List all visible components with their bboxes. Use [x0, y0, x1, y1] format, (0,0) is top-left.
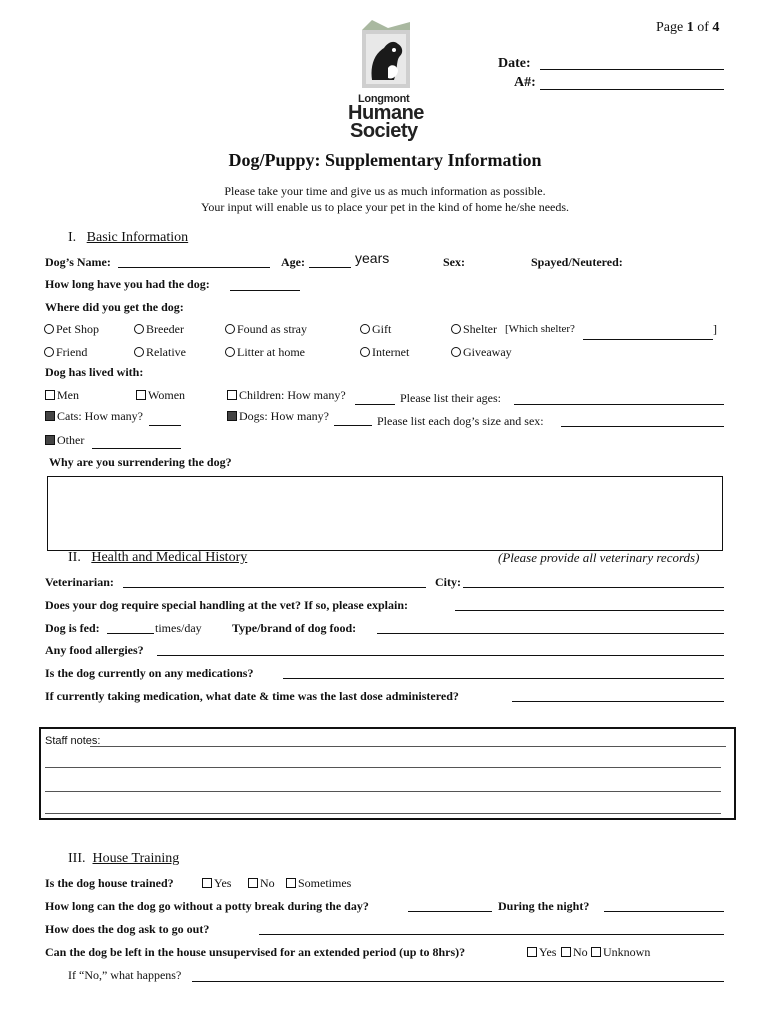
- staff-notes-line[interactable]: [45, 813, 721, 814]
- checkbox-icon[interactable]: [45, 411, 55, 421]
- checkbox-icon[interactable]: [227, 411, 237, 421]
- checkbox-label: Cats: How many?: [57, 409, 143, 423]
- last-dose-label: If currently taking medication, what date & time was the last dose administered?: [45, 689, 459, 703]
- staff-notes-line[interactable]: [45, 767, 721, 768]
- source-litter-at-home[interactable]: [225, 345, 305, 360]
- dog-fed-label: Dog is fed:: [45, 621, 100, 635]
- radio-icon[interactable]: [44, 324, 54, 334]
- staff-notes-label: Staff notes:: [45, 735, 101, 747]
- potty-break-label: How long can the dog go without a potty break during the day?: [45, 899, 369, 913]
- list-ages-label: Please list their ages:: [400, 391, 501, 405]
- children-count-field[interactable]: [355, 391, 395, 405]
- radio-icon[interactable]: [360, 347, 370, 357]
- radio-icon[interactable]: [451, 347, 461, 357]
- special-handling-label: Does your dog require special handling at the vet? If so, please explain:: [45, 598, 409, 612]
- food-type-field[interactable]: [377, 620, 724, 634]
- why-surrender-textarea[interactable]: [47, 476, 723, 551]
- house-trained-sometimes[interactable]: [286, 876, 351, 891]
- checkbox-icon[interactable]: [561, 947, 571, 957]
- checkbox-label: No: [260, 876, 275, 890]
- lived-with-men[interactable]: [45, 388, 79, 403]
- date-label: Date:: [498, 56, 531, 71]
- veterinarian-label: Veterinarian:: [45, 575, 114, 589]
- section-3-num: III.: [68, 851, 86, 866]
- page-of: of: [693, 20, 713, 35]
- lived-with-children[interactable]: [227, 388, 346, 403]
- checkbox-icon[interactable]: [227, 390, 237, 400]
- source-label: Internet: [372, 345, 410, 359]
- source-relative[interactable]: [134, 345, 186, 360]
- radio-icon[interactable]: [225, 324, 235, 334]
- cats-count-field[interactable]: [149, 412, 181, 426]
- lived-with-label: Dog has lived with:: [45, 365, 144, 379]
- page-number: [656, 20, 719, 36]
- source-label: Pet Shop: [56, 322, 100, 336]
- potty-day-field[interactable]: [408, 898, 492, 912]
- source-breeder[interactable]: [134, 322, 184, 337]
- radio-icon[interactable]: [134, 347, 144, 357]
- checkbox-label: Yes: [214, 876, 232, 890]
- checkbox-icon[interactable]: [136, 390, 146, 400]
- spayed-label: Spayed/Neutered:: [531, 255, 623, 269]
- checkbox-label: Yes: [539, 945, 557, 959]
- which-shelter-label: [Which shelter?: [505, 323, 575, 335]
- page-current: 1: [686, 20, 694, 35]
- date-field[interactable]: [540, 56, 724, 70]
- unsupervised-yes[interactable]: [527, 945, 556, 960]
- source-gift[interactable]: [360, 322, 391, 337]
- logo-line3: Society: [350, 120, 418, 142]
- checkbox-icon[interactable]: [527, 947, 537, 957]
- source-label: Litter at home: [237, 345, 305, 359]
- lived-with-women[interactable]: [136, 388, 185, 403]
- checkbox-icon[interactable]: [286, 878, 296, 888]
- section-2-title: Health and Medical History: [91, 550, 248, 565]
- source-giveaway[interactable]: [451, 345, 512, 360]
- potty-night-field[interactable]: [604, 898, 724, 912]
- house-trained-no[interactable]: [248, 876, 275, 891]
- intro-line-1: Please take your time and give us as much information as possible.: [224, 184, 546, 198]
- source-label: Giveaway: [463, 345, 512, 359]
- city-label: City:: [435, 575, 461, 589]
- ask-out-field[interactable]: [259, 921, 724, 935]
- food-allergies-label: Any food allergies?: [45, 643, 144, 657]
- source-label: Shelter: [463, 322, 497, 336]
- radio-icon[interactable]: [225, 347, 235, 357]
- lived-with-cats[interactable]: [45, 409, 143, 424]
- checkbox-label: Men: [57, 388, 79, 402]
- checkbox-label: Other: [57, 433, 85, 447]
- times-per-day-label: times/day: [155, 621, 202, 635]
- last-dose-field[interactable]: [512, 688, 724, 702]
- source-label: Friend: [56, 345, 88, 359]
- source-shelter[interactable]: [451, 322, 497, 337]
- children-ages-field[interactable]: [514, 391, 724, 405]
- special-handling-field[interactable]: [455, 597, 724, 611]
- anum-label: A#:: [514, 75, 536, 90]
- fed-times-field[interactable]: [107, 620, 154, 634]
- unsupervised-unknown[interactable]: [591, 945, 650, 960]
- page-title: Dog/Puppy: Supplementary Information: [228, 150, 542, 170]
- radio-icon[interactable]: [44, 347, 54, 357]
- years-label: years: [355, 250, 390, 266]
- if-no-label: If “No,” what happens?: [68, 968, 182, 982]
- section-1-heading: [68, 230, 188, 246]
- radio-icon[interactable]: [134, 324, 144, 334]
- checkbox-label: Sometimes: [298, 876, 352, 890]
- dog-name-label: Dog’s Name:: [45, 255, 111, 269]
- radio-icon[interactable]: [360, 324, 370, 334]
- page-total: 4: [712, 20, 720, 35]
- unsupervised-label: Can the dog be left in the house unsupervised for an extended period (up to 8hrs)?: [45, 945, 466, 959]
- medications-label: Is the dog currently on any medications?: [45, 666, 254, 680]
- source-label: Breeder: [146, 322, 184, 336]
- checkbox-icon[interactable]: [202, 878, 212, 888]
- veterinarian-field[interactable]: [123, 574, 426, 588]
- checkbox-label: Dogs: How many?: [239, 409, 329, 423]
- why-surrender-label: Why are you surrendering the dog?: [49, 455, 232, 469]
- dogs-count-field[interactable]: [334, 412, 372, 426]
- section-1-title: Basic Information: [86, 230, 189, 245]
- medications-field[interactable]: [283, 665, 724, 679]
- how-long-field[interactable]: [230, 277, 300, 291]
- house-trained-label: Is the dog house trained?: [45, 876, 174, 890]
- staff-notes-line[interactable]: [90, 746, 726, 747]
- city-field[interactable]: [463, 574, 724, 588]
- checkbox-icon[interactable]: [248, 878, 258, 888]
- source-friend[interactable]: [44, 345, 87, 360]
- section-2-num: II.: [68, 550, 81, 565]
- how-long-label: How long have you had the dog:: [45, 277, 210, 291]
- where-label: Where did you get the dog:: [45, 300, 184, 314]
- checkbox-icon[interactable]: [45, 435, 55, 445]
- logo-line2: Humane: [348, 102, 424, 124]
- section-1-num: I.: [68, 230, 77, 245]
- checkbox-icon[interactable]: [45, 390, 55, 400]
- dog-silhouette-logo-icon: [358, 20, 414, 90]
- logo-line1: Longmont: [358, 93, 410, 105]
- source-pet-shop[interactable]: [44, 322, 99, 337]
- lived-with-dogs[interactable]: [227, 409, 329, 424]
- bracket-close: ]: [713, 322, 717, 336]
- if-no-field[interactable]: [192, 968, 724, 982]
- source-found-as-stray[interactable]: [225, 322, 307, 337]
- unsupervised-no[interactable]: [561, 945, 588, 960]
- source-label: Relative: [146, 345, 186, 359]
- checkbox-label: No: [573, 945, 588, 959]
- section-2-heading: [68, 550, 247, 566]
- ask-out-label: How does the dog ask to go out?: [45, 922, 210, 936]
- checkbox-label: Children: How many?: [239, 388, 346, 402]
- dog-name-field[interactable]: [118, 254, 270, 268]
- food-allergies-field[interactable]: [157, 642, 724, 656]
- anum-field[interactable]: [540, 76, 724, 90]
- intro-line-2: Your input will enable us to place your pet in the kind of home he/she needs.: [200, 200, 570, 214]
- source-internet[interactable]: [360, 345, 409, 360]
- list-dogs-label: Please list each dog’s size and sex:: [377, 414, 544, 428]
- dogs-size-sex-field[interactable]: [561, 413, 724, 427]
- sex-label: Sex:: [443, 255, 465, 269]
- age-field[interactable]: [309, 254, 351, 268]
- source-label: Found as stray: [237, 322, 307, 336]
- which-shelter-field[interactable]: [583, 326, 713, 340]
- checkbox-label: Women: [148, 388, 186, 402]
- lived-with-other[interactable]: [45, 433, 84, 448]
- vet-records-note: (Please provide all veterinary records): [498, 550, 700, 565]
- checkbox-label: Unknown: [603, 945, 651, 959]
- section-3-heading: [68, 851, 179, 867]
- age-label: Age:: [281, 255, 305, 269]
- section-3-title: House Training: [92, 851, 180, 866]
- page-label: Page: [656, 20, 687, 35]
- food-type-label: Type/brand of dog food:: [232, 621, 357, 635]
- source-label: Gift: [372, 322, 392, 336]
- staff-notes-line[interactable]: [45, 791, 721, 792]
- house-trained-yes[interactable]: [202, 876, 231, 891]
- checkbox-icon[interactable]: [591, 947, 601, 957]
- other-field[interactable]: [92, 435, 181, 449]
- staff-notes-box: [39, 727, 736, 820]
- humane-society-logo: [358, 20, 414, 90]
- during-night-label: During the night?: [498, 899, 590, 913]
- radio-icon[interactable]: [451, 324, 461, 334]
